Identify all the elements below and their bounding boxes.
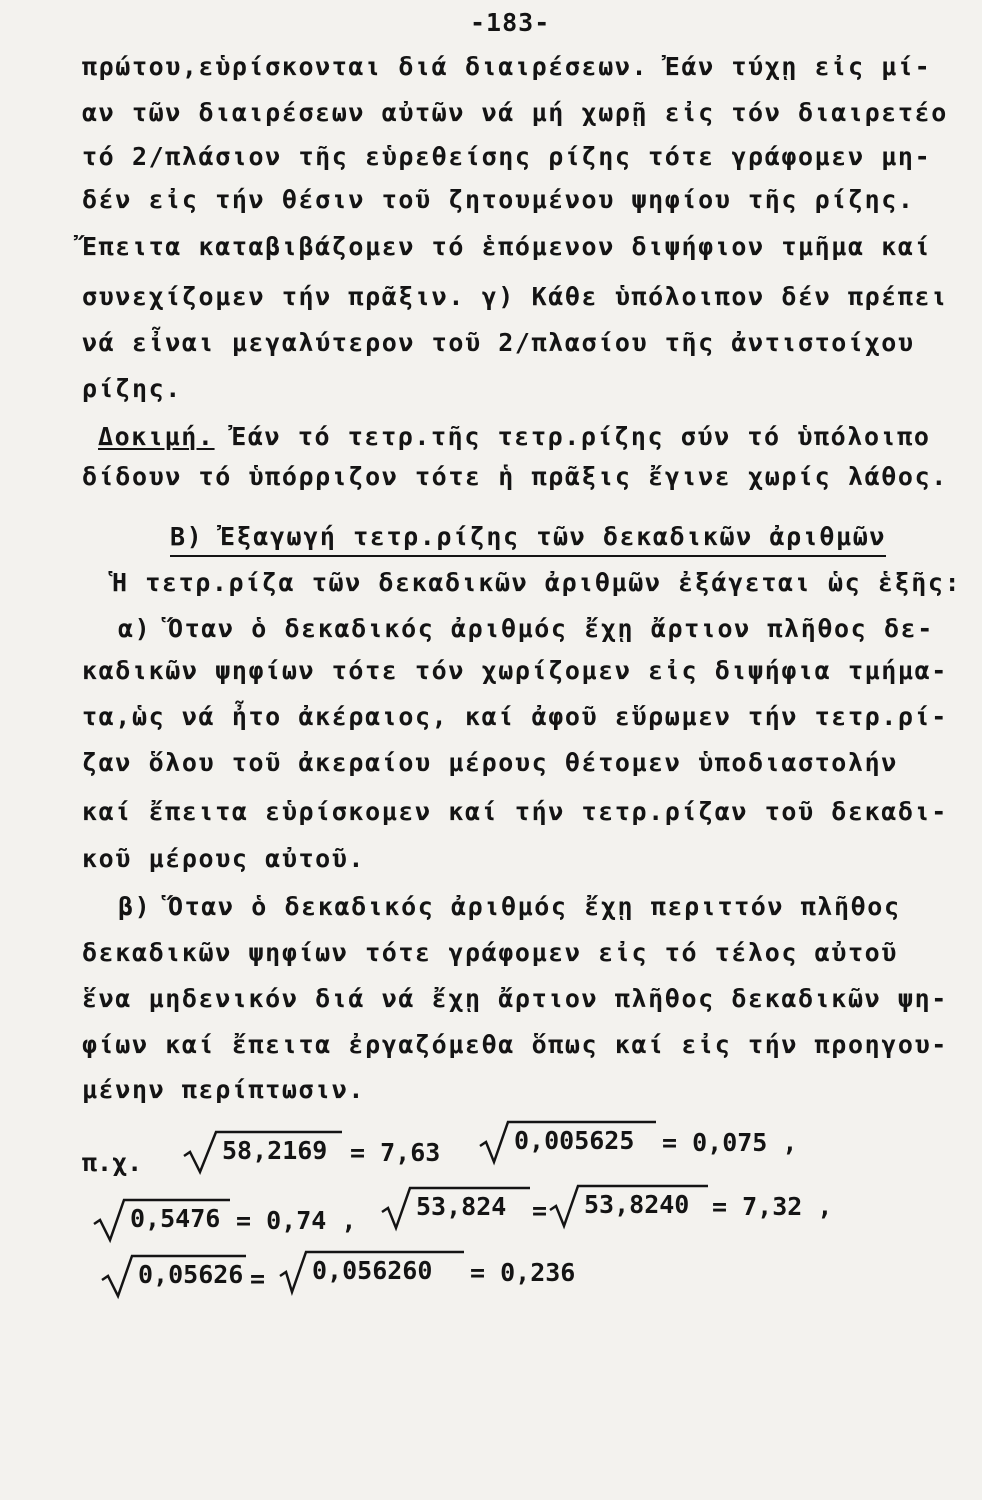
case-a-line-5: καί ἔπειτα εὑρίσκομεν καί τήν τετρ.ρίζαν τοῦ δεκαδι- [82, 797, 948, 826]
radical-5 [548, 1182, 708, 1228]
case-b-line-4: φίων καί ἔπειτα ἐργαζόμεθα ὅπως καί εἰς τήν προηγου- [82, 1030, 948, 1059]
result-7: = 0,236 [470, 1258, 576, 1287]
intro-line: Ἡ τετρ.ρίζα τῶν δεκαδικῶν ἀριθμῶν ἐξάγεται ὡς ἑξῆς: [112, 568, 962, 597]
radicand-1: 58,2169 [222, 1136, 328, 1165]
result-4: = [532, 1196, 548, 1225]
radicand-4: 53,824 [416, 1192, 507, 1221]
text-line-3: τό 2/πλάσιον τῆς εὑρεθείσης ρίζης τότε γράφομεν μη- [82, 142, 932, 171]
text-line-6: συνεχίζομεν τήν πρᾶξιν. γ) Κάθε ὑπόλοιπον δέν πρέπει [82, 282, 948, 311]
radicand-5: 53,8240 [584, 1190, 690, 1219]
case-a-line-3: τα,ὡς νά ἦτο ἀκέραιος, καί ἀφοῦ εὕρωμεν τήν τετρ.ρί- [82, 702, 948, 731]
text-line-5: Ἔπειτα καταβιβάζομεν τό ἑπόμενον διψήφιον τμῆμα καί [82, 232, 932, 261]
text-line-2: αν τῶν διαιρέσεων αὐτῶν νά μή χωρῇ εἰς τόν διαιρετέο [82, 98, 948, 127]
case-a-line-2: καδικῶν ψηφίων τότε τόν χωρίζομεν εἰς διψήφια τμήμα- [82, 656, 948, 685]
example-label: π.χ. [82, 1148, 143, 1177]
text-line-8: ρίζης. [82, 374, 182, 403]
check-line [98, 422, 931, 452]
radical-7 [278, 1248, 464, 1294]
result-3: = 0,74 , [236, 1206, 357, 1235]
result-5: = 7,32 , [712, 1192, 833, 1221]
case-a-line-1: α) Ὅταν ὁ δεκαδικός ἀριθμός ἔχῃ ἄρτιον πλῆθος δε- [118, 614, 934, 643]
check-label: Δοκιμή. [98, 422, 215, 451]
radical-3 [92, 1196, 230, 1242]
radical-2 [478, 1118, 656, 1164]
text-line-7: νά εἶναι μεγαλύτερον τοῦ 2/πλασίου τῆς ἀντιστοίχου [82, 328, 915, 357]
case-b-line-1: β) Ὅταν ὁ δεκαδικός ἀριθμός ἔχῃ περιττόν πλῆθος [118, 892, 901, 921]
case-a-line-4: ζαν ὅλου τοῦ ἀκεραίου μέρους θέτομεν ὑποδιαστολήν [82, 748, 898, 777]
result-6: = [250, 1264, 266, 1293]
case-b-line-2: δεκαδικῶν ψηφίων τότε γράφομεν εἰς τό τέλος αὐτοῦ [82, 938, 898, 967]
case-b-line-5: μένην περίπτωσιν. [82, 1075, 366, 1104]
radical-6 [100, 1252, 246, 1298]
result-2: = 0,075 , [662, 1128, 798, 1157]
case-b-line-3: ἕνα μηδενικόν διά νά ἔχῃ ἄρτιον πλῆθος δεκαδικῶν ψη- [82, 984, 948, 1013]
check-line-2: δίδουν τό ὑπόρριζον τότε ἡ πρᾶξις ἔγινε χωρίς λάθος. [82, 462, 948, 491]
case-a-line-6: κοῦ μέρους αὐτοῦ. [82, 844, 366, 873]
page-number: -183- [470, 8, 551, 37]
text-line-4: δέν εἰς τήν θέσιν τοῦ ζητουμένου ψηφίου τῆς ρίζης. [82, 185, 915, 214]
result-1: = 7,63 [350, 1138, 441, 1167]
text-line-1: πρώτου,εὑρίσκονται διά διαιρέσεων. Ἐάν τύχῃ εἰς μί- [82, 52, 932, 81]
radicand-2: 0,005625 [514, 1126, 635, 1155]
radicand-7: 0,056260 [312, 1256, 433, 1285]
radicand-6: 0,05626 [138, 1260, 244, 1289]
section-heading: Β) Ἐξαγωγή τετρ.ρίζης τῶν δεκαδικῶν ἀριθμῶν [170, 522, 886, 557]
check-text: Ἐάν τό τετρ.τῆς τετρ.ρίζης σύν τό ὑπόλοιπο [231, 422, 931, 451]
radical-1 [182, 1128, 342, 1174]
radicand-3: 0,5476 [130, 1204, 221, 1233]
radical-4 [380, 1184, 530, 1230]
